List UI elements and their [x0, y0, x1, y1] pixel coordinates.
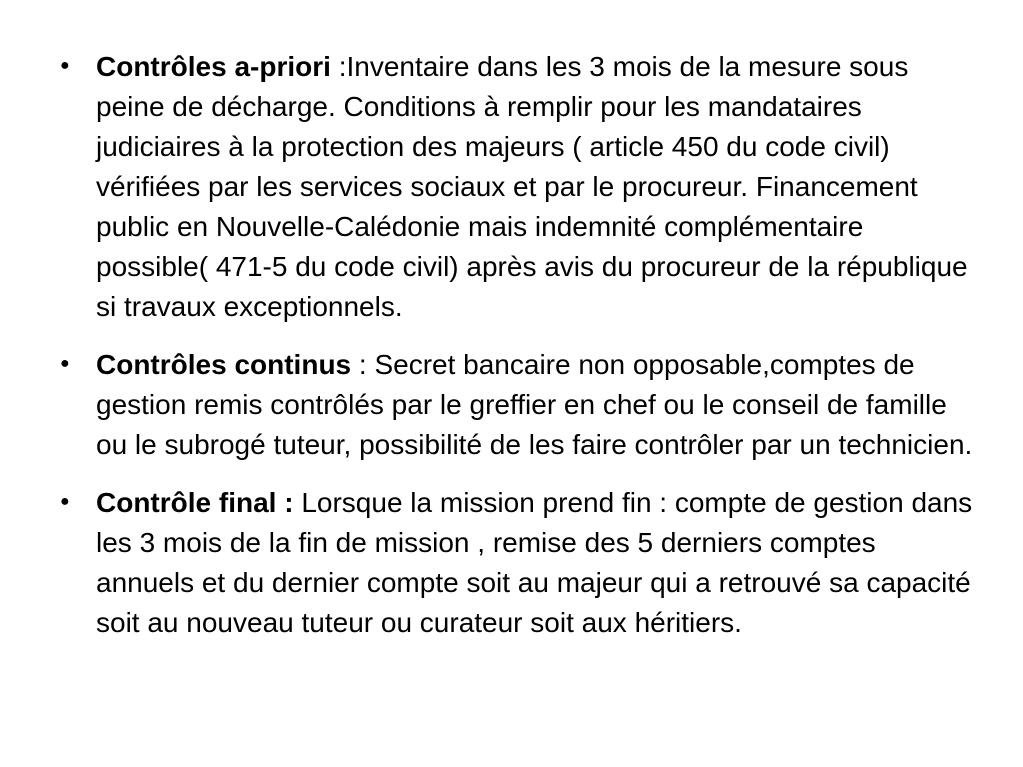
bullet-item-controles-a-priori	[58, 47, 978, 327]
bullet-dot-icon: ●	[60, 493, 70, 510]
bullet-list	[58, 47, 978, 643]
bullet-text: : Secret bancaire non opposable,comptes de gestion remis contrôlés par le greffier en chef ou le conseil de famille ou le subrogé tuteur, possibilité de les faire contrôler par un technicien.	[96, 349, 973, 460]
bullet-item-controles-continus	[58, 345, 978, 465]
bullet-item-controle-final	[58, 483, 978, 643]
bullet-text: :Inventaire dans les 3 mois de la mesure sous peine de décharge. Conditions à remplir pour les mandataires judiciaires à la protection des majeurs ( article 450 du code civil) vérifiées par les services sociaux et par le procureur. Financement public en Nouvelle-Calédonie mais indemnité complémentaire possible( 471-5 du code civil) après avis du procureur de la république si travaux exceptionnels.	[96, 51, 968, 322]
bullet-heading: Contrôle final :	[96, 487, 294, 518]
bullet-heading: Contrôles a-priori	[96, 51, 331, 82]
bullet-dot-icon: ●	[60, 355, 70, 372]
bullet-heading: Contrôles continus	[96, 349, 352, 380]
bullet-text: Lorsque la mission prend fin : compte de gestion dans les 3 mois de la fin de mission , remise des 5 derniers comptes annuels et du dernier compte soit au majeur qui a retrouvé sa capacité soit au nouveau tuteur ou curateur soit aux héritiers.	[96, 487, 973, 638]
bullet-dot-icon: ●	[60, 57, 70, 74]
